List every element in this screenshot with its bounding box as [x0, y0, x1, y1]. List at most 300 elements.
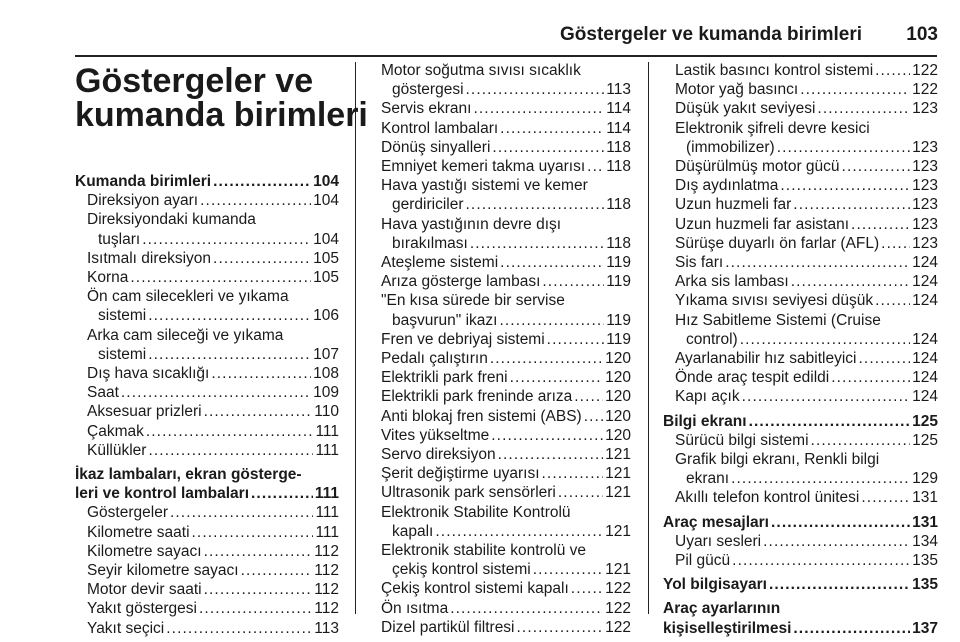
toc-page-number: 122 [912, 62, 938, 79]
toc-page-number: 110 [314, 403, 339, 421]
toc-entry[interactable] [369, 119, 631, 138]
toc-page-number: 107 [313, 345, 339, 363]
toc-entry-line [75, 465, 339, 484]
toc-entry-title: (immobilizer) [686, 138, 775, 156]
dot-leader [148, 306, 311, 325]
toc-entry[interactable] [75, 422, 339, 441]
toc-entry[interactable] [663, 80, 938, 99]
toc-entry-line [663, 412, 938, 431]
dot-leader [148, 441, 313, 460]
toc-entry-title: Servo direksiyon [381, 446, 496, 464]
toc-entry[interactable] [663, 488, 938, 507]
toc-page-number: 124 [912, 388, 938, 406]
toc-entry-title: gerdiriciler [392, 196, 464, 214]
dot-leader [831, 368, 910, 387]
toc-entry[interactable] [663, 431, 938, 450]
toc-entry[interactable] [369, 330, 631, 349]
toc-page-number: 121 [605, 465, 631, 483]
toc-entry-title: Emniyet kemeri takma uyarısı [381, 158, 586, 176]
toc-entry-title: Uzun huzmeli far asistanı [675, 215, 850, 233]
toc-page-number: 119 [606, 311, 631, 329]
toc-entry-title: Araç mesajları [663, 513, 769, 531]
toc-entry-title: Yıkama sıvısı seviyesi düşük [675, 292, 874, 310]
toc-entry-title: Akıllı telefon kontrol ünitesi [675, 489, 860, 507]
toc-section-entry[interactable] [663, 570, 938, 594]
toc-page-number: 123 [912, 100, 938, 118]
toc-entry-title: Isıtmalı direksiyon [87, 249, 212, 267]
toc-entry-line [369, 80, 631, 99]
toc-entry-title: Saat [87, 384, 119, 402]
toc-entry-title: Ultrasonik park sensörleri [381, 484, 556, 502]
toc-entry-title: Uzun huzmeli far [675, 196, 792, 214]
running-header-title: Göstergeler ve kumanda birimleri [560, 24, 863, 45]
toc-section-entry[interactable] [75, 172, 339, 191]
toc-entry-line [369, 272, 631, 291]
toc-page-number: 123 [912, 215, 938, 233]
toc-entry-title: Direksiyon ayarı [87, 192, 199, 210]
toc-entry-title: Sürüşe duyarlı ön farlar (AFL) [675, 234, 880, 252]
toc-entry-title: Sürücü bilgi sistemi [675, 431, 809, 449]
toc-entry[interactable] [663, 387, 938, 406]
toc-page-number: 123 [912, 196, 938, 214]
toc-entry-line [75, 561, 339, 580]
toc-entry-line [663, 272, 938, 291]
dot-leader [725, 253, 910, 272]
toc-entry-title: Kilometre saati [87, 523, 190, 541]
toc-entry-title: Seyir kilometre sayacı [87, 562, 239, 580]
toc-entry[interactable] [663, 99, 938, 118]
toc-entry[interactable] [663, 195, 938, 214]
toc-page-number: 120 [605, 388, 631, 406]
toc-entry-line [663, 291, 938, 310]
toc-page-number: 122 [605, 580, 631, 598]
toc-page-number: 134 [912, 532, 938, 550]
toc-column-2 [369, 61, 631, 637]
toc-entry-title: control) [686, 330, 738, 348]
toc-entry-line [75, 484, 339, 503]
dot-leader [199, 599, 312, 618]
toc-page-number: 135 [912, 552, 938, 570]
toc-entry-title: Ateşleme sistemi [381, 254, 499, 272]
dot-leader [771, 513, 910, 532]
toc-column-3 [663, 61, 938, 638]
toc-entry-title: Korna [87, 269, 129, 287]
toc-entry[interactable] [75, 326, 339, 364]
dot-leader [490, 349, 603, 368]
toc-entry-line [75, 599, 339, 618]
toc-entry[interactable] [369, 176, 631, 214]
toc-entry-line [75, 326, 339, 345]
dot-leader [763, 532, 910, 551]
toc-entry[interactable] [369, 618, 631, 637]
toc-entry-line [369, 426, 631, 445]
toc-entry-title: Elektronik Stabilite Kontrolü [381, 503, 571, 521]
dot-leader [574, 387, 603, 406]
toc-entry-line [663, 619, 938, 638]
dot-leader [749, 412, 911, 431]
toc-entry-line [663, 119, 938, 138]
toc-entry[interactable] [369, 157, 631, 176]
dot-leader [800, 80, 910, 99]
toc-page-number: 112 [314, 562, 339, 580]
toc-entry-line [663, 157, 938, 176]
toc-entry-line [369, 234, 631, 253]
toc-page-number: 109 [313, 384, 339, 402]
toc-page-number: 122 [912, 81, 938, 99]
toc-page-number: 129 [912, 470, 938, 488]
toc-entry[interactable] [75, 599, 339, 618]
toc-entry[interactable] [75, 523, 339, 542]
toc-page-number: 113 [314, 619, 339, 637]
toc-entry[interactable] [75, 561, 339, 580]
toc-entry-line [663, 195, 938, 214]
toc-page-number: 124 [912, 350, 938, 368]
toc-entry[interactable] [663, 349, 938, 368]
dot-leader [571, 579, 603, 598]
toc-entry-title: Direksiyondaki kumanda [87, 211, 256, 229]
toc-entry[interactable] [369, 445, 631, 464]
toc-entry-title: Grafik bilgi ekranı, Renkli bilgi [675, 451, 880, 469]
toc-entry[interactable] [369, 426, 631, 445]
toc-page-number: 121 [605, 561, 631, 579]
toc-page-number: 125 [912, 412, 938, 430]
toc-entry-title: İkaz lambaları, ekran gösterge- [75, 466, 302, 484]
dot-leader [146, 422, 314, 441]
toc-entry-title: Ayarlanabilir hız sabitleyici [675, 350, 857, 368]
toc-page-number: 137 [912, 619, 938, 637]
toc-entry[interactable] [75, 441, 339, 460]
toc-entry[interactable] [75, 268, 339, 287]
chapter-title-line-1: Göstergeler ve [75, 62, 314, 100]
toc-entry-line [663, 488, 938, 507]
toc-entry-line [663, 551, 938, 570]
toc-entry-title: Hava yastığının devre dışı [381, 215, 562, 233]
toc-entry-title: Vites yükseltme [381, 426, 490, 444]
toc-entry-title: Ön cam silecekleri ve yıkama [87, 288, 289, 306]
toc-page-number: 112 [314, 581, 339, 599]
toc-entry-line [369, 541, 631, 560]
toc-entry[interactable] [369, 99, 631, 118]
toc-entry-title: Motor devir saati [87, 581, 202, 599]
dot-leader [142, 230, 311, 249]
toc-page-number: 121 [605, 522, 631, 540]
toc-entry[interactable] [369, 464, 631, 483]
toc-entry[interactable] [75, 287, 339, 325]
toc-entry-title: Dış aydınlatma [675, 177, 779, 195]
toc-entry-line [663, 176, 938, 195]
header-rule [75, 55, 937, 57]
toc-entry-title: başvurun" ikazı [392, 311, 498, 329]
toc-entry[interactable] [75, 249, 339, 268]
toc-page-number: 122 [605, 618, 631, 636]
toc-column-1 [75, 172, 339, 638]
toc-entry-title: Elektrikli park freni [381, 369, 508, 387]
dot-leader [817, 99, 910, 118]
toc-entry-title: Dizel partikül filtresi [381, 618, 515, 636]
toc-entry[interactable] [75, 542, 339, 561]
toc-entry-line [663, 513, 938, 532]
dot-leader [542, 464, 604, 483]
toc-entry[interactable] [663, 291, 938, 310]
toc-entry-title: Elektrikli park freninde arıza [381, 388, 573, 406]
toc-page-number: 105 [313, 269, 339, 287]
toc-entry-line [663, 349, 938, 368]
toc-page-number: 111 [315, 523, 339, 541]
toc-entry[interactable] [369, 253, 631, 272]
toc-page-number: 124 [912, 330, 938, 348]
toc-entry-line [369, 215, 631, 234]
dot-leader [500, 253, 604, 272]
chapter-title-line-2: kumanda birimleri [75, 96, 368, 134]
toc-page-number: 111 [315, 422, 339, 440]
toc-entry-line [369, 599, 631, 618]
toc-entry[interactable] [663, 61, 938, 80]
dot-leader [170, 503, 313, 522]
toc-page-number: 131 [912, 489, 938, 507]
toc-entry-line [369, 157, 631, 176]
toc-section-entry[interactable] [663, 407, 938, 431]
toc-page-number: 120 [605, 350, 631, 368]
toc-entry-line [663, 450, 938, 469]
toc-entry-title: Kontrol lambaları [381, 119, 499, 137]
toc-entry-title: Motor soğutma sıvısı sıcaklık [381, 62, 581, 79]
toc-entry-line [75, 306, 339, 325]
dot-leader [121, 383, 311, 402]
toc-page-number: 135 [912, 576, 938, 594]
toc-page-number: 131 [912, 513, 938, 531]
dot-leader [435, 522, 603, 541]
toc-entry-line [369, 253, 631, 272]
toc-entry-line [369, 368, 631, 387]
dot-leader [491, 426, 603, 445]
toc-entry[interactable] [75, 383, 339, 402]
toc-entry[interactable] [369, 541, 631, 579]
toc-page-number: 121 [605, 484, 631, 502]
toc-page-number: 108 [313, 365, 339, 383]
dot-leader [466, 195, 605, 214]
toc-entry-line [369, 195, 631, 214]
toc-entry[interactable] [663, 234, 938, 253]
toc-page-number: 122 [605, 599, 631, 617]
toc-entry[interactable] [75, 580, 339, 599]
toc-entry-title: Elektronik şifreli devre kesici [675, 119, 870, 137]
toc-page-number: 118 [606, 196, 631, 214]
dot-leader [875, 61, 910, 80]
toc-entry-title: Küllükler [87, 441, 147, 459]
toc-page-number: 106 [313, 307, 339, 325]
toc-entry-title: tuşları [98, 230, 141, 248]
chapter-title [75, 64, 368, 132]
toc-entry-title: Servis ekranı [381, 100, 472, 118]
toc-entry-line [369, 99, 631, 118]
toc-entry-line [663, 234, 938, 253]
toc-entry-title: Düşük yakıt seviyesi [675, 100, 816, 118]
toc-entry-title: Yakıt göstergesi [87, 600, 197, 618]
toc-entry-title: Fren ve debriyaj sistemi [381, 330, 545, 348]
toc-entry-line [75, 230, 339, 249]
toc-entry[interactable] [369, 272, 631, 291]
toc-page-number: 123 [912, 177, 938, 195]
dot-leader [450, 599, 603, 618]
toc-entry-line [75, 580, 339, 599]
toc-entry[interactable] [369, 407, 631, 426]
toc-entry-title: Yakıt seçici [87, 619, 165, 637]
toc-entry-title: Uyarı sesleri [675, 532, 762, 550]
dot-leader [584, 407, 603, 426]
dot-leader [473, 99, 604, 118]
toc-page-number: 124 [912, 292, 938, 310]
toc-page-number: 119 [606, 254, 631, 272]
page-number: 103 [906, 24, 938, 45]
toc-entry[interactable] [663, 119, 938, 157]
dot-leader [859, 349, 911, 368]
toc-entry[interactable] [369, 503, 631, 541]
toc-entry-line [75, 619, 339, 638]
dot-leader [793, 195, 910, 214]
dot-leader [542, 272, 604, 291]
dot-leader [499, 311, 604, 330]
toc-entry-line [663, 215, 938, 234]
toc-page-number: 124 [912, 369, 938, 387]
toc-entry[interactable] [369, 61, 631, 99]
toc-entry-line [369, 522, 631, 541]
toc-section-entry[interactable] [663, 594, 938, 637]
toc-entry-line [75, 345, 339, 364]
toc-page-number: 111 [314, 485, 339, 503]
toc-entry[interactable] [663, 551, 938, 570]
dot-leader [875, 291, 910, 310]
toc-entry-line [663, 253, 938, 272]
dot-leader [500, 119, 604, 138]
toc-page-number: 120 [605, 426, 631, 444]
toc-entry[interactable] [75, 402, 339, 421]
dot-leader [731, 469, 910, 488]
toc-entry[interactable] [663, 215, 938, 234]
toc-entry[interactable] [369, 349, 631, 368]
toc-entry[interactable] [663, 272, 938, 291]
toc-entry-line [75, 249, 339, 268]
toc-entry[interactable] [369, 138, 631, 157]
dot-leader [204, 402, 313, 421]
toc-entry[interactable] [663, 368, 938, 387]
toc-entry-title: kapalı [392, 522, 434, 540]
toc-entry[interactable] [75, 503, 339, 522]
toc-entry-title: Göstergeler [87, 504, 168, 522]
toc-entry-title: Pil gücü [675, 552, 731, 570]
toc-entry[interactable] [663, 176, 938, 195]
toc-page-number: 118 [606, 234, 631, 252]
toc-page-number: 120 [605, 369, 631, 387]
toc-page-number: 118 [606, 138, 631, 156]
toc-entry-title: leri ve kontrol lambaları [75, 485, 250, 503]
toc-entry-title: kişiselleştirilmesi [663, 619, 792, 637]
toc-entry[interactable] [369, 291, 631, 329]
toc-entry[interactable] [369, 579, 631, 598]
toc-entry-line [369, 387, 631, 406]
toc-page-number: 118 [606, 158, 631, 176]
dot-leader [777, 138, 910, 157]
toc-entry-title: Lastik basıncı kontrol sistemi [675, 62, 874, 79]
toc-entry-title: Çakmak [87, 422, 144, 440]
dot-leader [533, 560, 603, 579]
dot-leader [510, 368, 604, 387]
dot-leader [241, 561, 313, 580]
toc-entry[interactable] [369, 387, 631, 406]
dot-leader [492, 138, 604, 157]
toc-entry[interactable] [75, 191, 339, 210]
toc-page-number: 119 [606, 330, 631, 348]
toc-entry-line [369, 445, 631, 464]
toc-entry[interactable] [369, 215, 631, 253]
toc-entry-line [369, 618, 631, 637]
toc-entry[interactable] [663, 450, 938, 488]
toc-section-entry[interactable] [663, 508, 938, 532]
dot-leader [204, 542, 313, 561]
toc-entry-title: Elektronik stabilite kontrolü ve [381, 542, 587, 560]
toc-entry-line [663, 532, 938, 551]
dot-leader [732, 551, 910, 570]
toc-entry-line [75, 287, 339, 306]
dot-leader [213, 249, 311, 268]
toc-entry-title: Kumanda birimleri [75, 173, 212, 190]
toc-entry[interactable] [369, 368, 631, 387]
toc-entry-line [75, 383, 339, 402]
toc-entry[interactable] [663, 253, 938, 272]
toc-entry[interactable] [75, 364, 339, 383]
toc-entry-title: Çekiş kontrol sistemi kapalı [381, 580, 569, 598]
toc-section-entry[interactable] [75, 460, 339, 503]
dot-leader [251, 484, 313, 503]
toc-entry[interactable] [663, 157, 938, 176]
toc-entry-title: Ön ısıtma [381, 599, 449, 617]
toc-page-number: 121 [605, 446, 631, 464]
toc-entry[interactable] [369, 599, 631, 618]
toc-entry-title: Aksesuar prizleri [87, 403, 202, 421]
toc-entry-line [369, 349, 631, 368]
toc-page-number: 123 [912, 138, 938, 156]
toc-page-number: 111 [315, 504, 339, 522]
toc-entry-title: Bilgi ekranı [663, 412, 747, 430]
toc-page-number: 114 [606, 119, 631, 137]
dot-leader [148, 345, 311, 364]
toc-entry[interactable] [75, 619, 339, 638]
toc-entry-title: "En kısa sürede bir servise [381, 292, 565, 310]
toc-entry[interactable] [369, 483, 631, 502]
dot-leader [166, 619, 312, 638]
toc-entry-line [75, 503, 339, 522]
toc-entry-line [663, 330, 938, 349]
toc-entry-line [663, 368, 938, 387]
toc-entry-title: Düşürülmüş motor gücü [675, 158, 840, 176]
toc-entry-title: Dış hava sıcaklığı [87, 365, 210, 383]
toc-entry[interactable] [663, 311, 938, 349]
dot-leader [470, 234, 604, 253]
toc-entry-line [663, 599, 938, 618]
toc-entry-line [369, 176, 631, 195]
dot-leader [558, 483, 603, 502]
toc-entry-title: Arıza gösterge lambası [381, 273, 541, 291]
toc-entry-title: Pedalı çalıştırın [381, 350, 488, 368]
toc-entry-line [663, 80, 938, 99]
toc-entry-line [75, 441, 339, 460]
dot-leader [466, 80, 605, 99]
toc-page-number: 104 [313, 230, 339, 248]
toc-entry[interactable] [663, 532, 938, 551]
toc-entry-title: Anti blokaj fren sistemi (ABS) [381, 407, 582, 425]
toc-entry[interactable] [75, 210, 339, 248]
toc-entry-title: Motor yağ basıncı [675, 81, 799, 99]
dot-leader [861, 488, 910, 507]
